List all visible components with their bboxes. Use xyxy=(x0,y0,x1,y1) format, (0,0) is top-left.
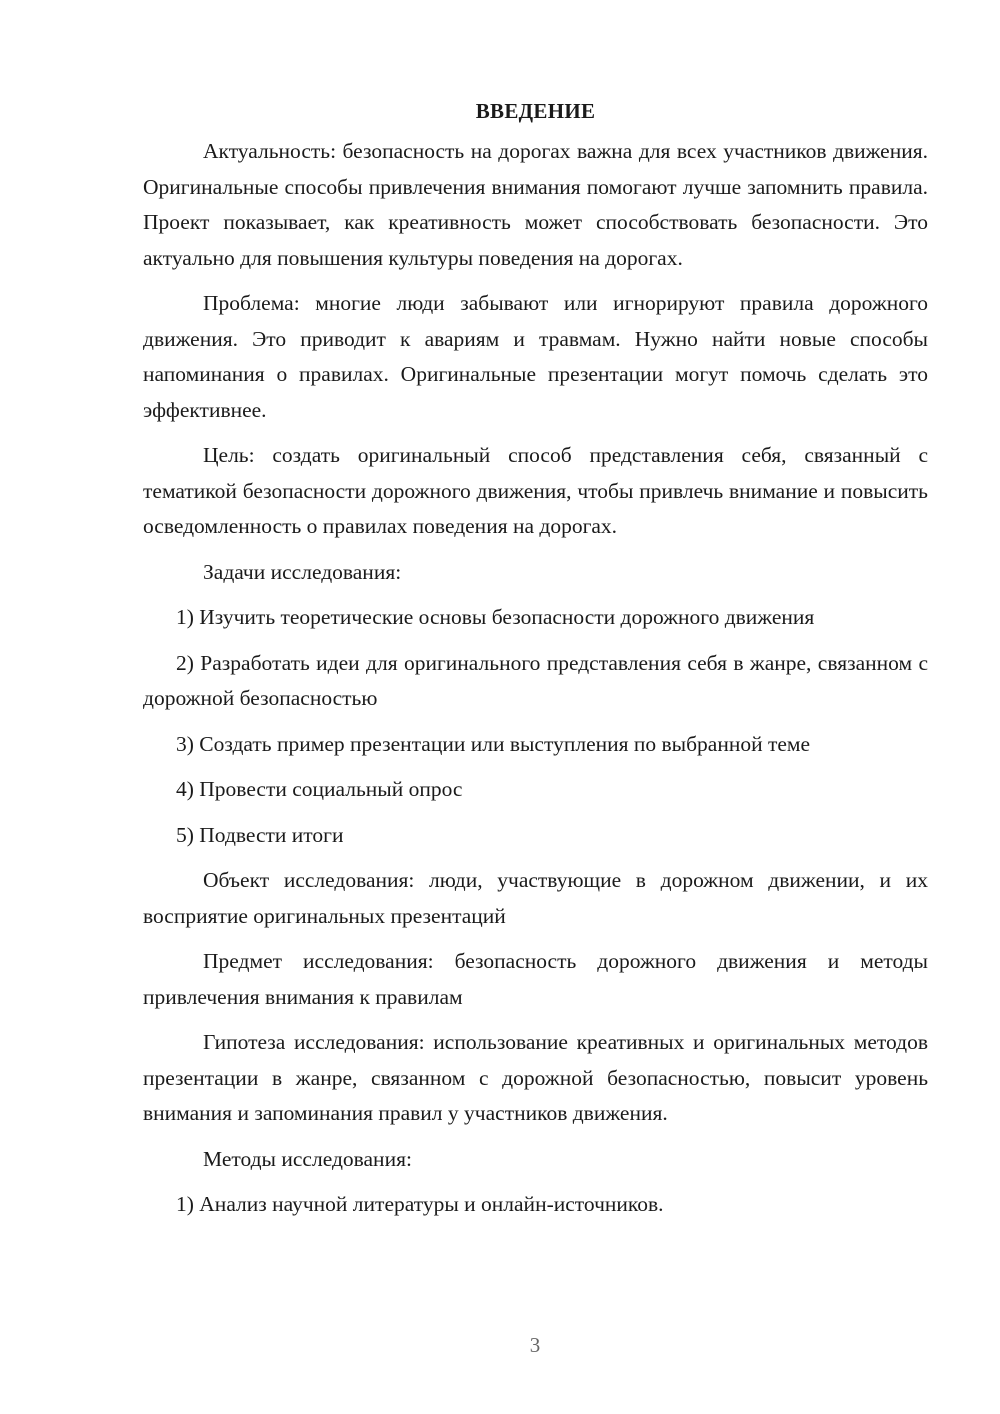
problem-paragraph: Проблема: многие люди забывают или игнорируют правила дорожного движения. Это приводит к авариям и травмам. Нужно найти новые способы напоминания о правилах. Оригинальные презентации могут помочь сделать это эффективнее. xyxy=(143,291,928,422)
section-heading: ВВЕДЕНИЕ xyxy=(475,99,596,123)
page-number: 3 xyxy=(529,1333,541,1357)
goal-paragraph: Цель: создать оригинальный способ представления себя, связанный с тематикой безопасности дорожного движения, чтобы привлечь внимание и повысить осведомленность о правилах поведения на дорогах. xyxy=(143,443,928,538)
task-item: 1) Изучить теоретические основы безопасности дорожного движения xyxy=(176,605,815,629)
task-item: 4) Провести социальный опрос xyxy=(176,777,463,801)
relevance-paragraph: Актуальность: безопасность на дорогах важна для всех участников движения. Оригинальные способы привлечения внимания помогают лучше запомнить правила. Проект показывает, как креативность может способствовать безопасности. Это актуально для повышения культуры поведения на дорогах. xyxy=(143,139,928,270)
methods-title: Методы исследования: xyxy=(203,1146,412,1171)
task-item: 5) Подвести итоги xyxy=(176,822,344,847)
page-content xyxy=(143,96,928,1233)
method-item: 1) Анализ научной литературы и онлайн-источников. xyxy=(176,1192,664,1216)
task-item: 2) Разработать идеи для оригинального представления себя в жанре, связанном с дорожной безопасностью xyxy=(143,650,928,710)
subject-paragraph: Предмет исследования: безопасность дорожного движения и методы привлечения внимания к правилам xyxy=(143,949,928,1009)
task-item: 3) Создать пример презентации или выступления по выбранной теме xyxy=(176,731,811,756)
hypothesis-paragraph: Гипотеза исследования: использование креативных и оригинальных методов презентации в жанре, связанном с дорожной безопасностью, повысит уровень внимания и запоминания правил у участников движения. xyxy=(143,1030,928,1125)
tasks-title: Задачи исследования: xyxy=(203,559,402,584)
object-paragraph: Объект исследования: люди, участвующие в дорожном движении, и их восприятие оригинальных презентаций xyxy=(143,868,928,928)
